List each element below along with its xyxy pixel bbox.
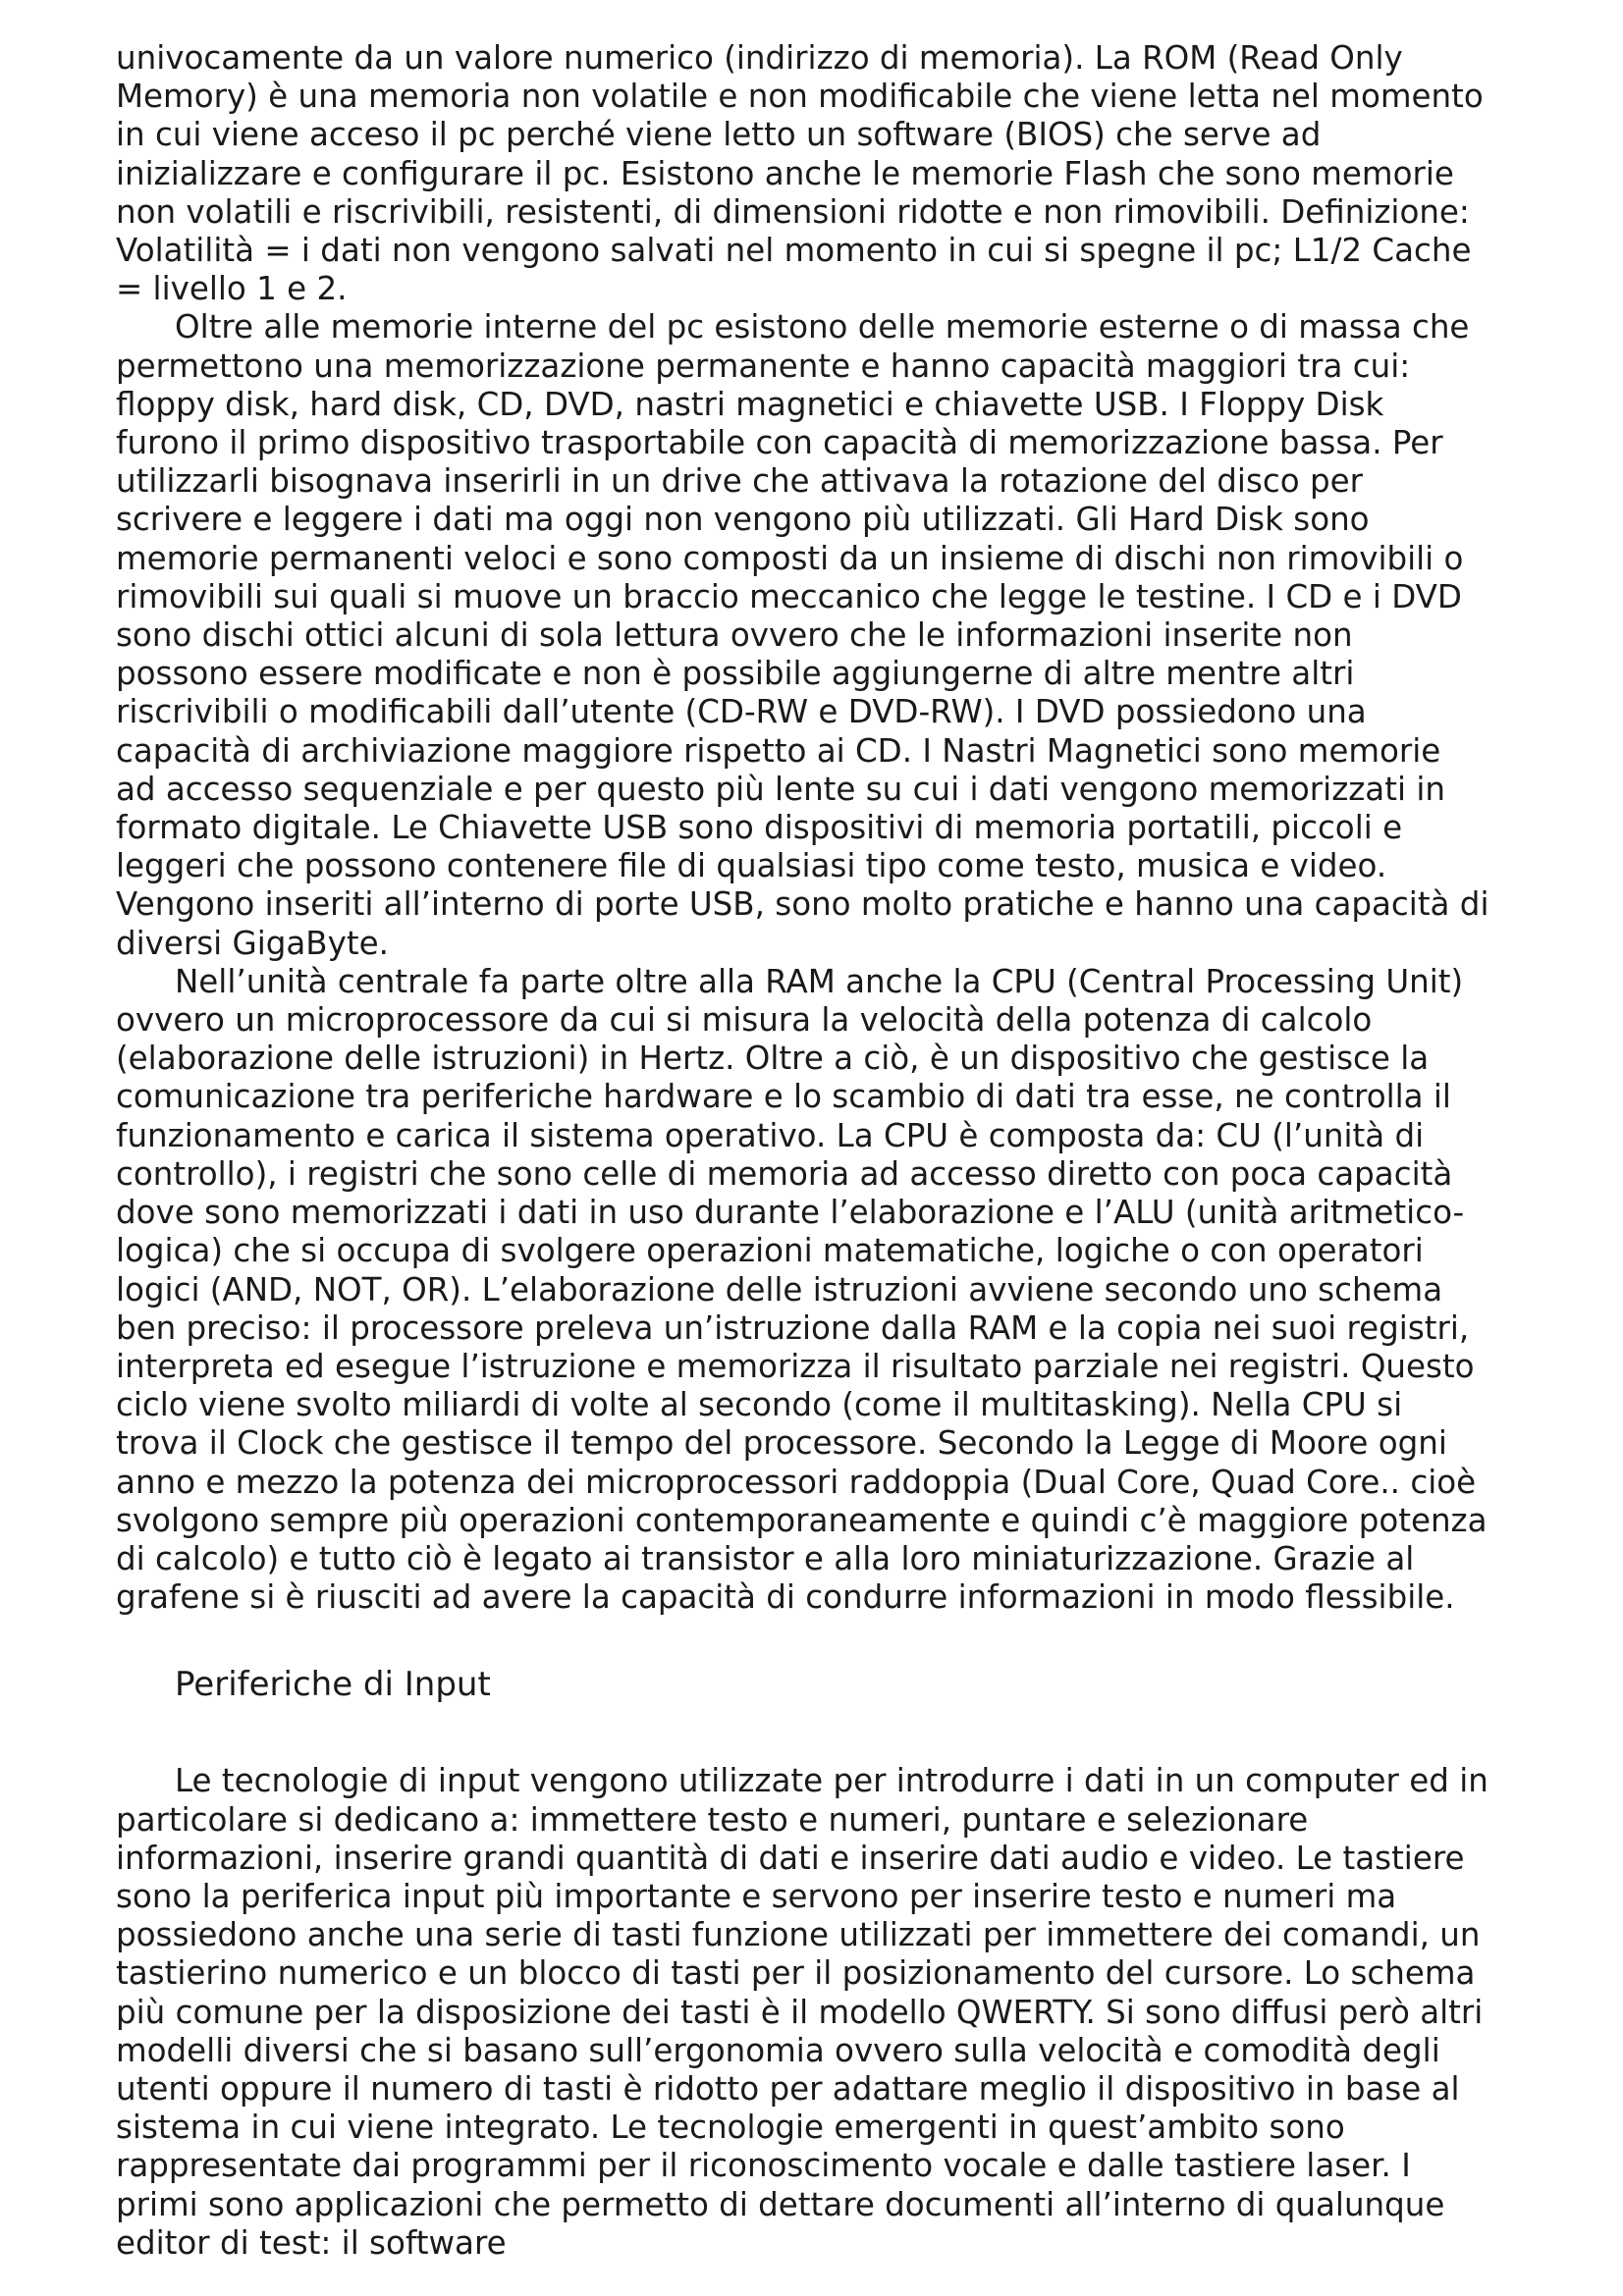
paragraph-rom-flash: univocamente da un valore numerico (indirizzo di memoria). La ROM (Read Only Memory) è una memoria non volatile e non modificabile che viene letta nel momento in cui viene acceso il pc perché viene letto un software (BIOS) che serve ad inizializzare e configurare il pc. Esistono anche le memorie Flash che sono memorie non volatili e riscrivibili, resistenti, di dimensioni ridotte e non rimovibili. Definizione: Volatilità = i dati non vengono salvati nel momento in cui si spegne il pc; L1/2 Cache = livello 1 e 2. — [116, 39, 1484, 308]
section-heading-input-devices: Periferiche di Input — [175, 1665, 491, 1705]
document-page — [116, 39, 1490, 2263]
paragraph-cpu: Nell’unità centrale fa parte oltre alla RAM anche la CPU (Central Processing Unit) ovvero un microprocessore da cui si misura la velocità della potenza di calcolo (elaborazione delle istruzioni) in Hertz. Oltre a ciò, è un dispositivo che gestisce la comunicazione tra periferiche hardware e lo scambio di dati tra esse, ne controlla il funzionamento e carica il sistema operativo. La CPU è composta da: CU (l’unità di controllo), i registri che sono celle di memoria ad accesso diretto con poca capacità dove sono memorizzati i dati in uso durante l’elaborazione e l’ALU (unità aritmetico-logica) che si occupa di svolgere operazioni matematiche, logiche o con operatori logici (AND, NOT, OR). L’elaborazione delle istruzioni avviene secondo uno schema ben preciso: il processore preleva un’istruzione dalla RAM e la copia nei suoi registri, interpreta ed esegue l’istruzione e memorizza il risultato parziale nei registri. Questo ciclo viene svolto miliardi di volte al secondo (come il multitasking). Nella CPU si trova il Clock che gestisce il tempo del processore. Secondo la Legge di Moore ogni anno e mezzo la potenza dei microprocessori raddoppia (Dual Core, Quad Core.. cioè svolgono sempre più operazioni contemporaneamente e quindi c’è maggiore potenza di calcolo) e tutto ciò è legato ai transistor e alla loro miniaturizzazione. Grazie al grafene si è riusciti ad avere la capacità di condurre informazioni in modo flessibile. — [116, 962, 1488, 1617]
paragraph-mass-storage: Oltre alle memorie interne del pc esistono delle memorie esterne o di massa che permettono una memorizzazione permanente e hanno capacità maggiori tra cui: floppy disk, hard disk, CD, DVD, nastri magnetici e chiavette USB. I Floppy Disk furono il primo dispositivo trasportabile con capacità di memorizzazione bassa. Per utilizzarli bisognava inserirli in un drive che attivava la rotazione del disco per scrivere e leggere i dati ma oggi non vengono più utilizzati. Gli Hard Disk sono memorie permanenti veloci e sono composti da un insieme di dischi non rimovibili o rimovibili sui quali si muove un braccio meccanico che legge le testine. I CD e i DVD sono dischi ottici alcuni di sola lettura ovvero che le informazioni inserite non possono essere modificate e non è possibile aggiungerne di altre mentre altri riscrivibili o modificabili dall’utente (CD-RW e DVD-RW). I DVD possiedono una capacità di archiviazione maggiore rispetto ai CD. I Nastri Magnetici sono memorie ad accesso sequenziale e per questo più lente su cui i dati vengono memorizzati in formato digitale. Le Chiavette USB sono dispositivi di memoria portatili, piccoli e leggeri che possono contenere file di qualsiasi tipo come testo, musica e video. Vengono inseriti all’interno di porte USB, sono molto pratiche e hanno una capacità di diversi GigaByte. — [116, 308, 1489, 962]
paragraph-input-technologies: Le tecnologie di input vengono utilizzate per introdurre i dati in un computer ed in particolare si dedicano a: immettere testo e numeri, puntare e selezionare informazioni, inserire grandi quantità di dati e inserire dati audio e video. Le tastiere sono la periferica input più importante e servono per inserire testo e numeri ma possiedono anche una serie di tasti funzione utilizzati per immettere dei comandi, un tastierino numerico e un blocco di tasti per il posizionamento del cursore. Lo schema più comune per la disposizione dei tasti è il modello QWERTY. Si sono diffusi però altri modelli diversi che si basano sull’ergonomia ovvero sulla velocità e comodità degli utenti oppure il numero di tasti è ridotto per adattare meglio il dispositivo in base al sistema in cui viene integrato. Le tecnologie emergenti in quest’ambito sono rappresentate dai programmi per il riconoscimento vocale e dalle tastiere laser. I primi sono applicazioni che permetto di dettare documenti all’interno di qualunque editor di test: il software — [116, 1762, 1488, 2262]
